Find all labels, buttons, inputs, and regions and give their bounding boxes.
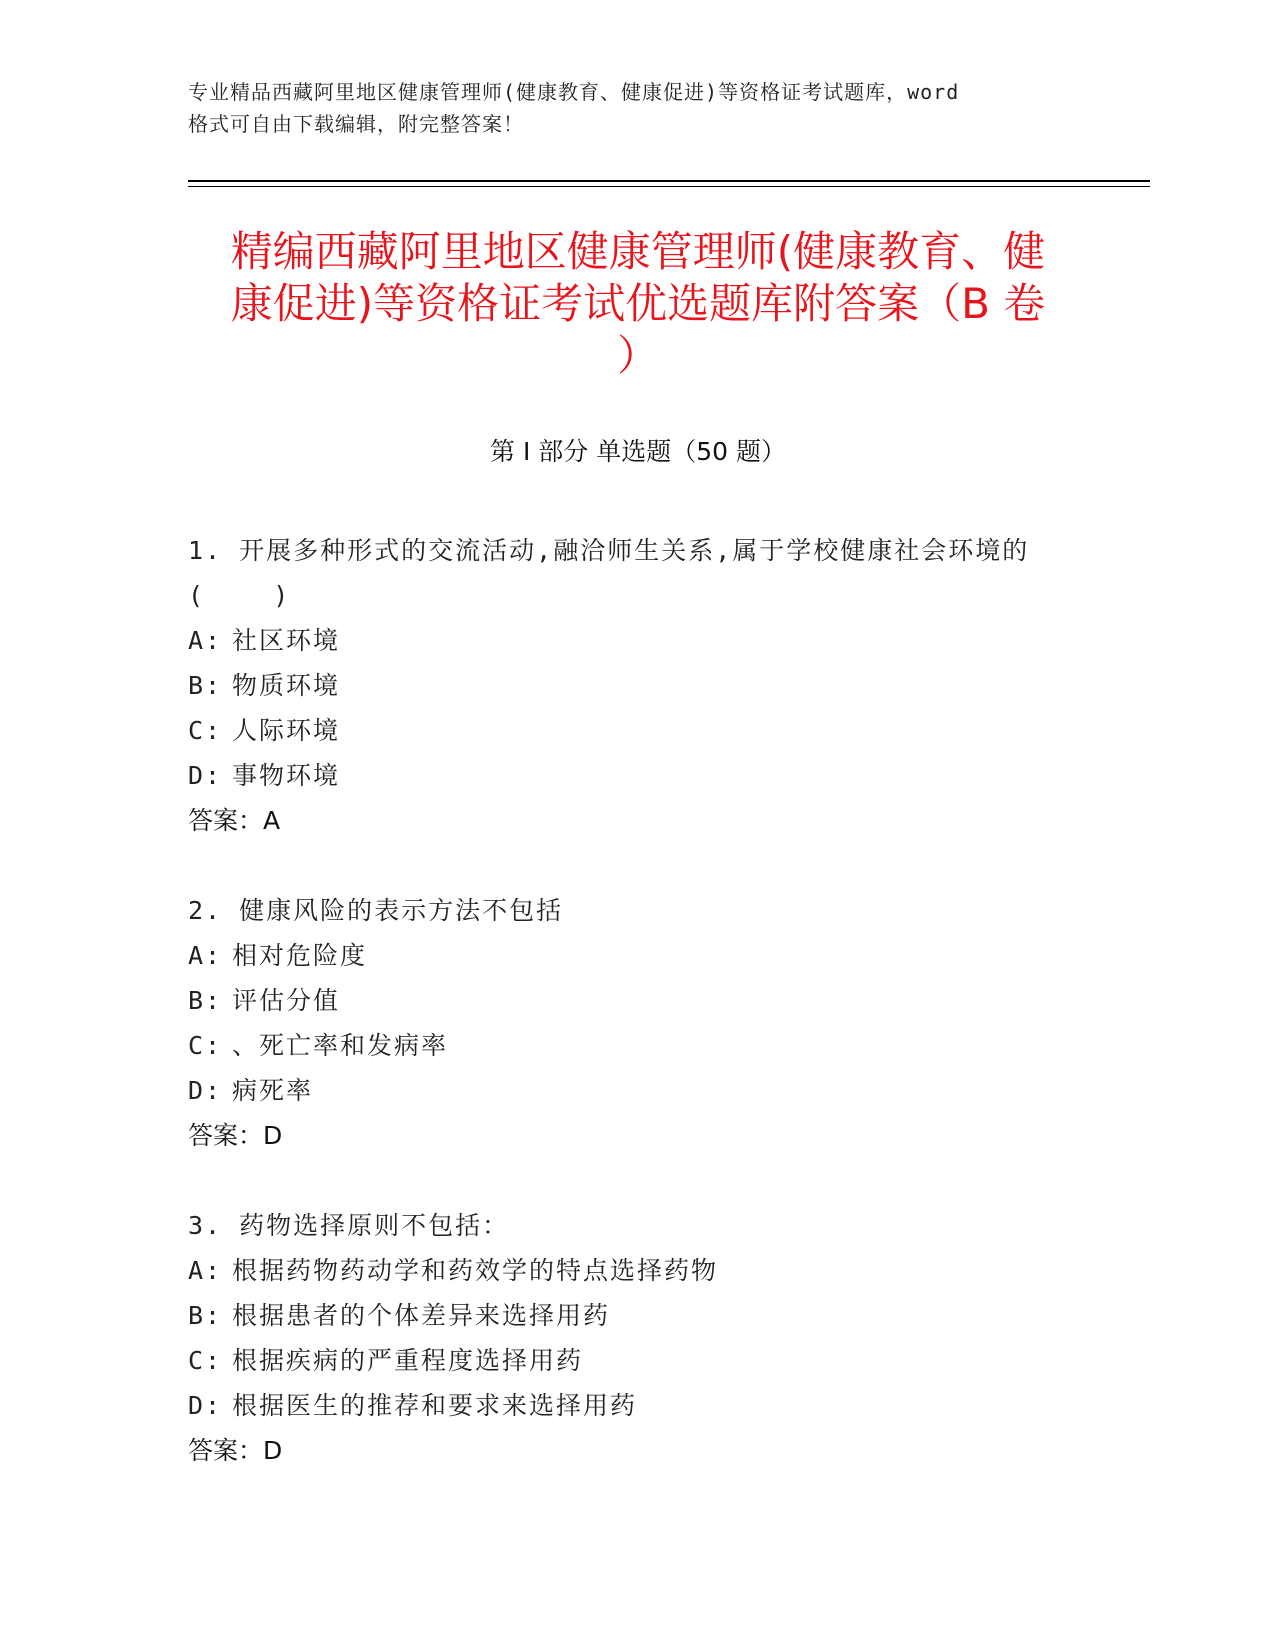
option-text: 人际环境 [232, 716, 341, 745]
option-letter: A: [188, 626, 223, 655]
option-d [188, 1068, 1088, 1113]
header-note-line-1: 专业精品西藏阿里地区健康管理师(健康教育、健康促进)等资格证考试题库，word [188, 80, 960, 104]
document-title-line-2: 康促进)等资格证考试优选题库附答案（B 卷 [230, 279, 1046, 328]
question-stem: 1. 开展多种形式的交流活动,融洽师生关系,属于学校健康社会环境的 [188, 536, 1030, 565]
option-letter: A: [188, 941, 223, 970]
option-a [188, 933, 1088, 978]
option-letter: D: [188, 1391, 223, 1420]
option-letter: B: [188, 986, 223, 1015]
question-list [188, 528, 1088, 1518]
option-b [188, 663, 1088, 708]
option-letter: C: [188, 1031, 223, 1060]
option-a [188, 1248, 1088, 1293]
option-text: 、死亡率和发病率 [232, 1031, 449, 1060]
header-note-line-2: 格式可自由下载编辑，附完整答案！ [188, 112, 524, 136]
question-1 [188, 528, 1088, 843]
option-text: 物质环境 [232, 671, 341, 700]
document-title [188, 226, 1088, 382]
option-text: 根据药物药动学和药效学的特点选择药物 [232, 1256, 719, 1285]
option-letter: A: [188, 1256, 223, 1285]
option-c [188, 1338, 1088, 1383]
section-heading: 第 I 部分 单选题（50 题） [490, 437, 786, 466]
answer-key: 答案：D [188, 1121, 283, 1150]
option-letter: C: [188, 1346, 223, 1375]
option-letter: D: [188, 761, 223, 790]
option-text: 评估分值 [232, 986, 341, 1015]
header-divider-thin [188, 186, 1150, 187]
option-text: 病死率 [232, 1076, 314, 1105]
option-letter: B: [188, 671, 223, 700]
option-text: 根据医生的推荐和要求来选择用药 [232, 1391, 638, 1420]
option-a [188, 618, 1088, 663]
header-note [188, 76, 1088, 140]
question-3 [188, 1203, 1088, 1473]
document-title-line-3: ） [616, 331, 659, 380]
header-divider-thick [188, 180, 1150, 182]
question-stem: 3. 药物选择原则不包括： [188, 1211, 510, 1240]
option-b [188, 978, 1088, 1023]
option-text: 事物环境 [232, 761, 341, 790]
option-d [188, 1383, 1088, 1428]
option-letter: B: [188, 1301, 223, 1330]
option-c [188, 1023, 1088, 1068]
option-letter: D: [188, 1076, 223, 1105]
answer-key: 答案：D [188, 1436, 283, 1465]
answer-key: 答案：A [188, 806, 281, 835]
option-text: 根据患者的个体差异来选择用药 [232, 1301, 611, 1330]
option-b [188, 1293, 1088, 1338]
option-text: 根据疾病的严重程度选择用药 [232, 1346, 584, 1375]
option-d [188, 753, 1088, 798]
option-letter: C: [188, 716, 223, 745]
option-text: 社区环境 [232, 626, 341, 655]
question-2 [188, 888, 1088, 1158]
option-c [188, 708, 1088, 753]
answer-blank: ( ) [188, 581, 291, 610]
question-stem: 2. 健康风险的表示方法不包括 [188, 896, 564, 925]
document-title-line-1: 精编西藏阿里地区健康管理师(健康教育、健 [230, 227, 1046, 276]
option-text: 相对危险度 [232, 941, 368, 970]
